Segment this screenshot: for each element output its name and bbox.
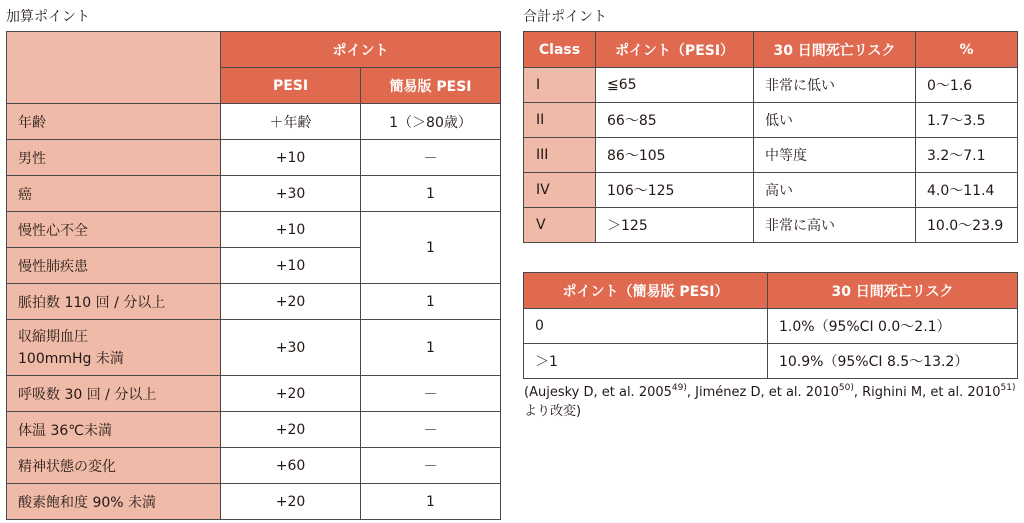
- simple-risk: 10.9%（95%CI 8.5～13.2）: [768, 344, 1018, 379]
- class-table: [523, 31, 1018, 243]
- simple-value: 1: [361, 320, 501, 376]
- left-caption: 加算ポイント: [6, 9, 90, 25]
- merged-simple-value: 1: [361, 212, 501, 284]
- simple-risk: 1.0%（95%CI 0.0～2.1）: [768, 309, 1018, 344]
- row-label: 癌: [7, 176, 221, 212]
- simple-pesi-header: 簡易版 PESI: [361, 68, 501, 104]
- pesi-value: ＋年齢: [221, 104, 361, 140]
- row-label: 年齢: [7, 104, 221, 140]
- simple-value: －: [361, 412, 501, 448]
- pesi-value: +20: [221, 376, 361, 412]
- simple-value: 1: [361, 176, 501, 212]
- pesi-value: +10: [221, 248, 361, 284]
- simple-points: ＞1: [524, 344, 768, 379]
- class-header: Class: [524, 32, 596, 68]
- risk-percent: 3.2～7.1: [916, 138, 1018, 173]
- table-row: [7, 140, 501, 176]
- table-row: [7, 448, 501, 484]
- row-label: 精神状態の変化: [7, 448, 221, 484]
- pesi-value: +10: [221, 140, 361, 176]
- table-row: [7, 412, 501, 448]
- risk-level: 非常に低い: [754, 68, 916, 103]
- pesi-value: +20: [221, 284, 361, 320]
- reference-line1: (Aujesky D, et al. 2005$^{49)}$, Jiménez D, et al. 2010$^{50)}$, Righini M, et al. 2010$^{51)}$: [524, 383, 1016, 400]
- row-label: 男性: [7, 140, 221, 176]
- table-row: [7, 320, 501, 376]
- row-label: [7, 320, 221, 376]
- points-range: ＞125: [596, 208, 754, 243]
- table-row: [524, 309, 1018, 344]
- table-row: [7, 376, 501, 412]
- pesi-header: PESI: [221, 68, 361, 104]
- reference-note: [524, 383, 1015, 421]
- row-label: 体温 36℃未満: [7, 412, 221, 448]
- reference-line2: より改変): [524, 404, 582, 419]
- simple-value: －: [361, 376, 501, 412]
- class-label: IV: [524, 173, 596, 208]
- class-label: III: [524, 138, 596, 173]
- class-label: I: [524, 68, 596, 103]
- points-table: [6, 31, 501, 520]
- right-caption: 合計ポイント: [523, 9, 607, 25]
- row-label: 脈拍数 110 回 / 分以上: [7, 284, 221, 320]
- percent-header: %: [916, 32, 1018, 68]
- risk-level: 中等度: [754, 138, 916, 173]
- pesi-value: +20: [221, 484, 361, 520]
- row-label-line1: 収縮期血圧: [18, 328, 88, 345]
- points-range: 106～125: [596, 173, 754, 208]
- risk-percent: 1.7～3.5: [916, 103, 1018, 138]
- pesi-value: +30: [221, 176, 361, 212]
- table-row: [7, 212, 501, 248]
- simple-points-header: ポイント（簡易版 PESI）: [524, 273, 768, 309]
- table-row: [524, 138, 1018, 173]
- table-row: [7, 104, 501, 140]
- simple-value: 1: [361, 284, 501, 320]
- simple-pesi-table: [523, 272, 1018, 379]
- table-row: [7, 284, 501, 320]
- row-label: 呼吸数 30 回 / 分以上: [7, 376, 221, 412]
- class-label: II: [524, 103, 596, 138]
- row-label-line2: 100mmHg 未満: [18, 350, 124, 367]
- table-row: [7, 484, 501, 520]
- simple-mortality-header: 30 日間死亡リスク: [768, 273, 1018, 309]
- row-label: 慢性心不全: [7, 212, 221, 248]
- pesi-value: +30: [221, 320, 361, 376]
- pesi-points-header: ポイント（PESI）: [596, 32, 754, 68]
- pesi-value: +10: [221, 212, 361, 248]
- points-range: 66～85: [596, 103, 754, 138]
- risk-percent: 10.0～23.9: [916, 208, 1018, 243]
- table-row: [524, 173, 1018, 208]
- table-row: [524, 103, 1018, 138]
- risk-level: 低い: [754, 103, 916, 138]
- risk-percent: 0～1.6: [916, 68, 1018, 103]
- simple-value: 1（＞80歳）: [361, 104, 501, 140]
- table-row: [524, 68, 1018, 103]
- row-label: 慢性肺疾患: [7, 248, 221, 284]
- mortality-risk-header: 30 日間死亡リスク: [754, 32, 916, 68]
- simple-value: －: [361, 140, 501, 176]
- simple-value: 1: [361, 484, 501, 520]
- table-row: [524, 344, 1018, 379]
- corner-cell: [7, 32, 221, 104]
- points-group-header: ポイント: [221, 32, 501, 68]
- risk-level: 高い: [754, 173, 916, 208]
- simple-value: －: [361, 448, 501, 484]
- table-row: [7, 176, 501, 212]
- points-range: 86～105: [596, 138, 754, 173]
- risk-level: 非常に高い: [754, 208, 916, 243]
- class-label: V: [524, 208, 596, 243]
- row-label: 酸素飽和度 90% 未満: [7, 484, 221, 520]
- risk-percent: 4.0～11.4: [916, 173, 1018, 208]
- pesi-value: +20: [221, 412, 361, 448]
- pesi-value: +60: [221, 448, 361, 484]
- table-row: [524, 208, 1018, 243]
- points-range: ≦65: [596, 68, 754, 103]
- simple-points: 0: [524, 309, 768, 344]
